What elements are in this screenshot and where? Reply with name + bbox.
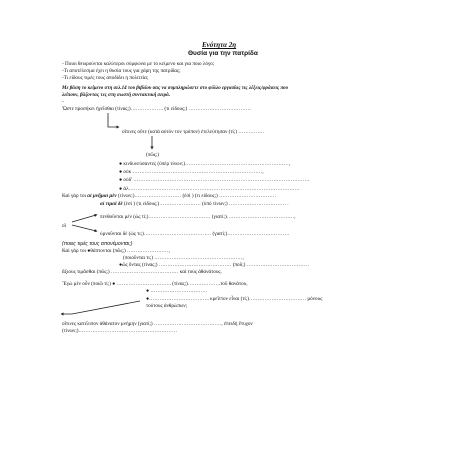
question-2: -Τι αποτέλεσμα έχει η θυσία τους για χάρη της πατρίδας; [62, 68, 181, 74]
line-13: (ποιες τιμές τους απονέμονται;) [62, 241, 133, 247]
line-9-emphasis: αἱ τιμαὶ δὲ [100, 201, 123, 207]
line-23: (τίνων;)………………………………………………… [62, 328, 178, 334]
fork-arrow-up [72, 215, 96, 222]
line-10: πενθοῦνται μὲν (ὡς τί;)……………………………… (γιατί;)…………………………………, [100, 214, 296, 220]
line-22: οἵτινες κατέλιπον ἀθάνατον μνήμην (γιατί;) …………………………………, ἐπειδὴ ἔτυχον [62, 321, 253, 327]
line-14: Καὶ γὰρ τοι ●θάπτονται (πῶς;) ……………………, [62, 248, 170, 254]
line-2: οἵτινες οὔτε (κατὰ αὐτόν τον τρόπον) ἐτελεύτησαν (τί;) …………… [122, 129, 265, 135]
line-7: ● ἀλ……………………………………………………………………………………… [119, 186, 300, 192]
line-21: τούτους ἀνθρώπων; [146, 303, 188, 309]
line-16: ●ὥς ὄντας (τίνας;) …………………………………… (ποῦ;) ……………………………… [119, 262, 309, 268]
instruction-line-2: λείπουν, βάζοντας τες στη σωστή συντακτική σειρά. [62, 93, 171, 98]
question-3: -Τι είδους τιμές τους αποδίδει η πολιτεία; [62, 75, 149, 81]
line-18: Ἔγὼ μὲν οὖν (ποιῶ τί;) ● ………………………….. (τίνας;)……………….τοῦ θανάτου, [62, 281, 248, 287]
line-11: οἳ [62, 223, 66, 229]
long-arrow-bottom [62, 301, 140, 314]
line-12: ὑμνοῦνται δὲ (ὡς τι;)………………………………… (γιατί;)……………………………… [100, 231, 290, 237]
down-arrow-1 [108, 113, 118, 127]
line-8-start: Καὶ γὰρ τοι [62, 193, 88, 199]
fork-arrow-down [72, 225, 96, 231]
line-17: ἄξιους τιμᾶσθαι (πῶς;) ………………………………… καὶ τοὺς ἀθανάτους. [62, 269, 222, 275]
line-4: ● κινδυνεύσαντες (ὑπὲρ τίνων;)……………………………………………………, [119, 161, 291, 167]
line-5: ● οὐκ …………………………………………………………………, [119, 169, 264, 175]
worksheet-subtitle: Θυσία για την πατρίδα [188, 50, 258, 57]
line-15: (ποιοῦνται τι;) ……………………………………………, [123, 255, 244, 261]
line-3: (πῶς;) [146, 152, 159, 158]
line-20: ●…………………………….. κρεῖττον εἶναι (τί;)…………………………… μόνους [146, 296, 323, 302]
line-8-rest: (τίνων;)……………………… (ἐσὶ ) (τι είδους;) …………………………… [116, 193, 277, 199]
line-19: ● …………………………… [146, 288, 208, 294]
line-8-emphasis: αἱ μνῆμαι μὲν [87, 193, 117, 199]
dash-mark: - [62, 99, 64, 105]
line-1: Ὥστε προσήκει ἡγεῖσθαι (τίνας;)………………. (τι είδους;) ……………………………… [62, 106, 251, 112]
line-6: ● οὐδ' ………………………………………………………………………………………… [119, 177, 310, 183]
question-1: - Ποιοι θεωρούνται καλύτεροι σύμφωνα με το κείμενο και για ποιο λόγο; [62, 61, 215, 67]
worksheet-title: Ενότητα 2η [202, 41, 237, 49]
line-9-rest: (ἐσὶ ) (τι είδους;)…………………… (ὑπὸ τίνων;) …………………………… . [122, 201, 289, 207]
instruction-line-1: Με βάση το κείμενο στη σελ.14 του βιβλίου σας να συμπληρώσετε στο φύλλο εργασίας τις λέξεις/φράσεις που [62, 86, 288, 91]
